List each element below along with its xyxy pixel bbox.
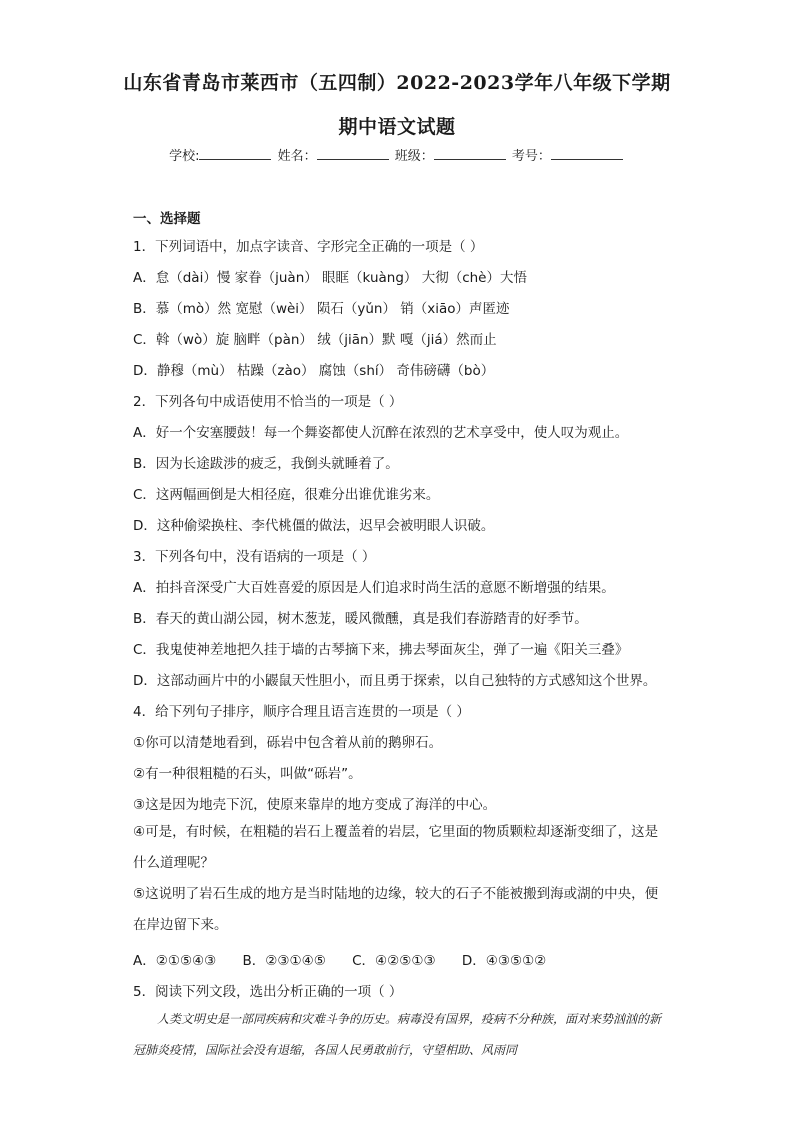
q1-option-b: B．慕（mò）然 宽慰（wèi） 陨石（yǔn） 销（xiāo）声匿迹 — [133, 301, 510, 317]
name-label: 姓名： — [277, 149, 317, 164]
exam-title-line2: 期中语文试题 — [338, 116, 456, 138]
q4-sentence-5: ⑤这说明了岩石生成的地方是当时陆地的边缘，较大的石子不能被搬到海或湖的中央，便在岸边留下来。 — [133, 886, 659, 933]
q1-option-c: C．斡（wò）旋 脑畔（pàn） 绒（jiān）默 嘎（jiá）然而止 — [133, 332, 497, 348]
school-blank[interactable] — [199, 147, 271, 160]
q3-stem: 3．下列各句中，没有语病的一项是（ ） — [133, 549, 376, 565]
q2-option-d: D．这种偷梁换柱、李代桃僵的做法，迟早会被明眼人识破。 — [133, 518, 495, 534]
q2-option-a: A．好一个安塞腰鼓！每一个舞姿都使人沉醉在浓烈的艺术享受中，使人叹为观止。 — [133, 425, 629, 441]
q3-option-d: D．这部动画片中的小鼹鼠天性胆小，而且勇于探索，以自己独特的方式感知这个世界。 — [133, 673, 657, 689]
q1-stem: 1．下列词语中，加点字读音、字形完全正确的一项是（ ） — [133, 239, 484, 255]
q4-sentence-3: ③这是因为地壳下沉，使原来靠岸的地方变成了海洋的中心。 — [133, 797, 497, 813]
q3-option-b: B．春天的黄山湖公园，树木葱茏，暖风微醺，真是我们春游踏青的好季节。 — [133, 611, 588, 627]
q3-option-a: A．拍抖音深受广大百姓喜爱的原因是人们追求时尚生活的意愿不断增强的结果。 — [133, 580, 615, 596]
number-blank[interactable] — [551, 147, 623, 160]
class-label: 班级： — [394, 149, 434, 164]
q5-stem: 5．阅读下列文段，选出分析正确的一项（ ） — [133, 984, 403, 1000]
student-info-row — [0, 145, 794, 164]
q4-option-c: C．④②⑤①③ — [352, 953, 436, 969]
q4-sentence-2: ②有一种很粗糙的石头，叫做“砾岩”。 — [133, 766, 362, 782]
name-blank[interactable] — [317, 147, 389, 160]
q1-option-a: A．怠（dài）慢 家眷（juàn） 眼眶（kuàng） 大彻（chè）大悟 — [133, 270, 527, 286]
exam-title-line1: 山东省青岛市莱西市（五四制）2022-2023学年八年级下学期 — [123, 72, 671, 94]
q2-stem: 2．下列各句中成语使用不恰当的一项是（ ） — [133, 394, 403, 410]
class-blank[interactable] — [434, 147, 506, 160]
q2-option-b: B．因为长途跋涉的疲乏，我倒头就睡着了。 — [133, 456, 399, 472]
q2-option-c: C．这两幅画倒是大相径庭，很难分出谁优谁劣来。 — [133, 487, 440, 503]
school-label: 学校: — [169, 149, 200, 164]
q4-stem: 4．给下列句子排序，顺序合理且语言连贯的一项是（ ） — [133, 704, 470, 720]
q4-option-b: B．②③①④⑤ — [242, 953, 326, 969]
q4-sentence-1: ①你可以清楚地看到，砾岩中包含着从前的鹅卵石。 — [133, 735, 443, 751]
q3-option-c: C．我鬼使神差地把久挂于墙的古琴摘下来，拂去琴面灰尘，弹了一遍《阳关三叠》 — [133, 642, 629, 658]
q4-sentence-4: ④可是，有时候，在粗糙的岩石上覆盖着的岩层，它里面的物质颗粒却逐渐变细了，这是什么道理呢？ — [133, 824, 659, 871]
q5-passage: 人类文明史是一部同疾病和灾难斗争的历史。病毒没有国界，疫病不分种族，面对来势汹汹的新冠肺炎疫情，国际社会没有退缩，各国人民勇敢前行，守望相助、风雨同 — [133, 1012, 662, 1057]
q4-option-d: D．④③⑤①② — [461, 953, 547, 969]
q1-option-d: D．静穆（mù） 枯躁（zào） 腐蚀（shí） 奇伟磅礴（bò） — [133, 363, 495, 379]
number-label: 考号： — [511, 149, 551, 164]
section-title: 一、选择题 — [133, 211, 201, 227]
q4-option-a: A．②①⑤④③ — [133, 953, 217, 969]
q4-options — [133, 949, 568, 969]
